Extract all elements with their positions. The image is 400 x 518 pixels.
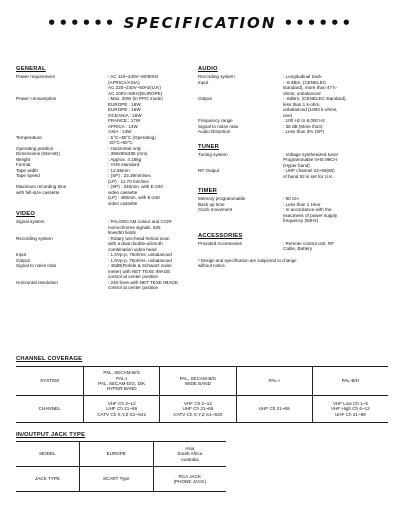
spec-row [198,152,388,169]
jack-cell: SCART Type [80,467,154,492]
left-column [16,66,196,291]
spec-label: Temperature [16,134,42,140]
system-cell: PAL-B/H [312,367,388,396]
spec-value: : Remote control unit, RF Cable, Battery [283,240,335,251]
system-row [16,367,388,396]
channel-coverage-heading: CHANNEL COVERAGE [16,356,83,362]
spec-label: Dimensions (WxHxD) [16,151,60,156]
audio-section [198,74,388,135]
spec-row [16,263,196,280]
spec-value: : VHS standard [108,162,140,167]
spec-row [16,236,196,253]
timer-heading: TIMER [198,188,218,194]
spec-value: : Horizontal only [108,145,141,151]
spec-label: Tape width [16,167,38,173]
model-row [16,442,226,467]
spec-row [16,219,196,236]
spec-value: : 38 dB (More than) [283,123,323,129]
spec-row [198,129,388,135]
spec-row [16,173,196,184]
spec-label: Output [198,96,212,101]
jack-row [16,467,226,492]
spec-label: Signal to noise ratio [16,263,57,268]
spec-label: Horizontal resolution [16,279,58,285]
spec-row [198,207,388,224]
channel-coverage-table [16,366,388,423]
spec-row [16,96,196,135]
channel-cell: UHF Ch 21~69 [236,396,312,423]
spec-label: Provided Accessories [198,240,242,246]
spec-value: : 12.65mm [108,167,130,173]
spec-value: : In accordance with the exactness of power supply frequency (50Hz) [283,207,338,223]
spec-label: Power consumption [16,96,57,101]
spec-value: : PAL/SECAM colour and CCIR monochrome signals, 625 lines/50 fields [108,219,172,235]
system-cell: PAL-I [236,367,312,396]
accessories-heading: ACCESSORIES [198,232,243,239]
spec-value: : 1.0Vp-p, 75ohms, unbalanced [108,257,172,263]
system-cell: PAL, SECAM-B/G PAL-I PAL, SECAM-D/G, D/K HYPER BAND [84,367,160,396]
video-heading: VIDEO [16,211,36,217]
spec-label: Format [16,162,31,167]
spec-row [198,80,388,97]
spec-label: RF Output [198,168,220,173]
spec-row [16,135,196,146]
spec-value: : (SP) : 240min. with E-240 video cassette (LP) : 480min. with E-240 video cassette [108,184,163,206]
spec-label: Output [16,257,30,263]
accessories-section [198,241,388,252]
spec-row [16,280,196,291]
spec-label: Recording system [16,235,53,241]
spec-value: : 5°C~35°C (Operating) -20°C~60°C [108,134,156,145]
channel-cell: VHF Ch 2~12 UHF Ch 21~69 CATV Ch X,Y,Z S1~S20 [160,396,236,423]
channel-label: CHANNEL [16,396,84,423]
spec-label: Tuning system [198,151,228,157]
spec-label: Input [198,79,209,85]
spec-value: : Approx. 4.16kg [108,156,142,162]
spec-row [16,184,196,206]
spec-value: : Longitudinal track [283,74,322,79]
timer-section [198,196,388,224]
spec-value: : 240 lines with NET TEXE IMAGE control at center position [108,279,179,290]
spec-row [16,74,196,96]
spec-label: Operating position [16,145,54,151]
spec-label: Clock movement [198,207,233,212]
jack-type-table [16,441,226,492]
page-title: •••••• SPECIFICATION •••••• [46,14,354,32]
spec-label: Recording system [198,74,235,79]
jack-cell: RCA JACK (PHONE JACK) [153,467,226,492]
spec-value: : 100 Hz to 8,000 Hz [283,118,325,123]
spec-value: : Less than 3% (SP) [283,129,324,134]
spec-label: Memory programmable [198,196,246,201]
right-column [198,66,388,268]
audio-heading: AUDIO [198,66,218,72]
channel-cell: VHF Ch 2~12 UHF Ch 21~69 CATV Ch X,Y,Z S1~S41 [84,396,160,423]
spec-row [198,168,388,179]
spec-value: : 45dB(Rohde & Schwarz noise meter) with NET TEXE IMAGE control at center position [108,263,172,279]
spec-value: : Less than 1 Hour [283,201,321,207]
spec-label: Tape speed [16,173,40,178]
spec-value: : UHF channel 22~69(60) of band 52 is set for U.K. [283,168,335,179]
general-section [16,74,196,206]
spec-label: Frequency range [198,118,233,123]
spec-label: Audio Distortion [198,129,231,134]
general-heading: GENERAL [16,66,46,72]
tuner-section [198,152,388,180]
spec-label: Signal system [16,219,45,224]
spec-row [198,96,388,118]
video-section [16,219,196,291]
channel-row [16,396,388,423]
spec-value: : AC 110~240V~50/60Hz (AFRICA/ASIA) AC 220~240V~50Hz(U.K) AC 100V~50Hz(EUROPE) [108,74,163,96]
spec-value: : (SP) : 23.39mm/sec (LP) : 11.70 mm/sec [108,173,152,184]
system-cell: PAL, SECAM-B/G WIDE BAND [160,367,236,396]
spec-value: : -8 dBm, (CENELEC standard), more than 47 k- ohms, unbalanced [283,79,338,96]
spec-value: : Voltage synthesized tuner Programmable VHS 99CH (Hyper band) [283,151,339,168]
design-change-note: * Design and specification are subjected to change without notice. [198,257,297,268]
spec-value: : 360x90x285 (mm) [108,151,148,156]
spec-value: : Rotary two-head helical scan with a dual double-azimuth combination video head [108,235,170,252]
spec-label: Signal to noise ratio [198,123,239,129]
channel-cell: VHF Low Ch 1~5 VHF High Ch 6~12 UHF Ch 21~69 [312,396,388,423]
spec-label: Back up time [198,201,225,207]
spec-label: Maximum recording time with full-size cassette [16,184,67,195]
spec-value: : 90 CH [283,196,299,201]
system-label: SYSTEM [16,367,84,396]
spec-value: : -6dBm, (CENELEC standard), less than 1 k-ohm, unbalanced (1000 k-ohms, one) [283,96,347,118]
spec-label: Input [16,252,27,257]
jack-label: JACK TYPE [16,467,80,492]
jack-type-heading: IN/OUTPUT JACK TYPE [16,432,86,438]
model-label: MODEL [16,442,80,467]
spec-value: : 1.0Vp-p, 75ohms, unbalanced [108,252,172,257]
spec-row [198,241,388,252]
model-cell: Asia South Africa Australia [153,442,226,467]
spec-label: Weight [16,156,31,162]
tuner-heading: TUNER [198,143,219,150]
spec-label: Power requirement [16,74,55,79]
model-cell: EUROPE [80,442,154,467]
spec-value: : Max. 30W (in PPO mode) EUROPE : 16W EUROPE : 16W OCEANIA : 16W FRANCE : 17W AFRICA : 14W ASIA : 14W [108,96,163,134]
